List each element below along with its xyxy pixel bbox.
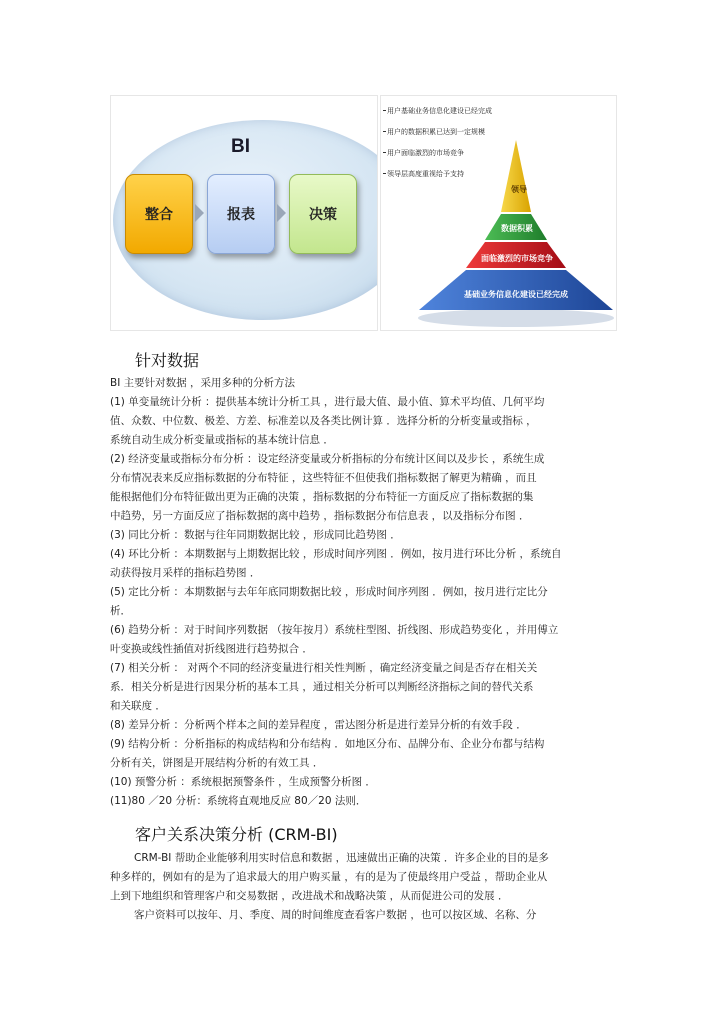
body-line: 叶变换或线性插值对折线图进行趋势拟合 ． <box>110 643 313 655</box>
pyramid-label-bottom: 基础业务信息化建设已经完成 <box>464 290 568 299</box>
integrate-box: 整合 <box>125 174 193 254</box>
body-line: (7) 相关分析 ： 对两个不同的经济变量进行相关性判断 ，确定经济变量之间是否存在相关关 <box>110 662 538 674</box>
pyramid-label-second: 数据积累 <box>501 224 533 233</box>
arrow-right-icon <box>277 204 286 222</box>
pyramid-level-top <box>501 140 531 212</box>
body-line: 上到下地组织和管理客户和交易数据 ，改进战术和战略决策 ，从而促进公司的发展 ． <box>110 890 509 902</box>
body-line: 系．相关分析是进行因果分析的基本工具 ，通过相关分析可以判断经济指标之间的替代关系 <box>110 681 534 693</box>
decision-box: 决策 <box>289 174 357 254</box>
bi-process-diagram <box>110 95 378 331</box>
pyramid-legend-item: 用户面临激烈的市场竞争 <box>387 149 464 157</box>
body-line: (2) 经济变量或指标分布分析 ：设定经济变量或分析指标的分布统计区间以及步长 ，系统生成 <box>110 453 545 465</box>
arrow-right-icon <box>195 204 204 222</box>
body-line: 和关联度 ． <box>110 700 166 712</box>
body-line: 中趋势，另一方面反应了指标数据的离中趋势 ，指标数据分布信息表 ，以及指标分布图 ． <box>110 510 530 522</box>
pyramid-legend-item: 用户基础业务信息化建设已经完成 <box>387 107 492 115</box>
body-line: CRM-BI 帮助企业能够利用实时信息和数据 ，迅速做出正确的决策 ．许多企业的目的是多 <box>134 852 549 864</box>
bi-diagram-title: BI <box>231 136 250 157</box>
body-line: (1) 单变量统计分析 ：提供基本统计分析工具 ，进行最大值、最小值、算术平均值、几何平均 <box>110 396 545 408</box>
body-line: (8) 差异分析 ：分析两个样本之间的差异程度 ，雷达图分析是进行差异分析的有效手段 ． <box>110 719 527 731</box>
body-line: (10) 预警分析 ：系统根据预警条件 ，生成预警分析图 ． <box>110 776 376 788</box>
pyramid-label-third: 面临激烈的市场竞争 <box>481 254 553 263</box>
pyramid-legend-item: 用户的数据积累已达到一定规模 <box>387 128 485 136</box>
body-line: (11)80 ／20 分析：系统将直观地反应 80／20 法则． <box>110 795 367 807</box>
bi-pyramid-diagram <box>380 95 617 331</box>
body-line: 系统自动生成分析变量或指标的基本统计信息 ． <box>110 434 334 446</box>
body-line: (6) 趋势分析 ：对于时间序列数据 （按年按月）系统柱型图、折线图、形成趋势变化 ，并用傅立 <box>110 624 559 636</box>
report-box: 报表 <box>207 174 275 254</box>
body-line: 析． <box>110 605 131 617</box>
body-line: (9) 结构分析 ：分析指标的构成结构和分布结构 ．如地区分布、品牌分布、企业分布都与结构 <box>110 738 545 750</box>
body-line: (4) 环比分析 ：本期数据与上期数据比较 ，形成时间序列图 ．例如，按月进行环比分析 ，系统自 <box>110 548 562 560</box>
body-line: (3) 同比分析 ：数据与往年同期数据比较 ，形成同比趋势图 ． <box>110 529 401 541</box>
body-line: 动获得按月采样的指标趋势图 ． <box>110 567 261 579</box>
bi-figure <box>110 95 617 331</box>
section-heading-crm-bi: 客户关系决策分析 (CRM-BI) <box>135 825 338 844</box>
pyramid-legend-item: 领导层高度重视给予支持 <box>387 170 464 178</box>
body-line: BI 主要针对数据 ，采用多种的分析方法 <box>110 377 295 389</box>
body-line: 能根据他们分布特征做出更为正确的决策 ，指标数据的分布特征一方面反应了指标数据的集 <box>110 491 534 503</box>
body-line: 分布情况表来反应指标数据的分布特征 ，这些特征不但使我们指标数据了解更为精确 ，而且 <box>110 472 537 484</box>
body-line: (5) 定比分析 ：本期数据与去年年底同期数据比较 ，形成时间序列图 ．例如，按月进行定比分 <box>110 586 548 598</box>
body-line: 值、众数、中位数、极差、方差、标准差以及各类比例计算 ．选择分析的分析变量或指标 ， <box>110 415 537 427</box>
pyramid-label-top: 领导 <box>511 185 527 194</box>
body-line: 分析有关，饼图是开展结构分析的有效工具 ． <box>110 757 324 769</box>
body-line: 种多样的，例如有的是为了追求最大的用户购买量 ，有的是为了使最终用户受益 ，帮助企业从 <box>110 871 548 883</box>
body-line: 客户资料可以按年、月、季度、周的时间维度查看客户数据 ，也可以按区域、名称、分 <box>134 909 537 921</box>
section-heading-data: 针对数据 <box>135 351 200 370</box>
